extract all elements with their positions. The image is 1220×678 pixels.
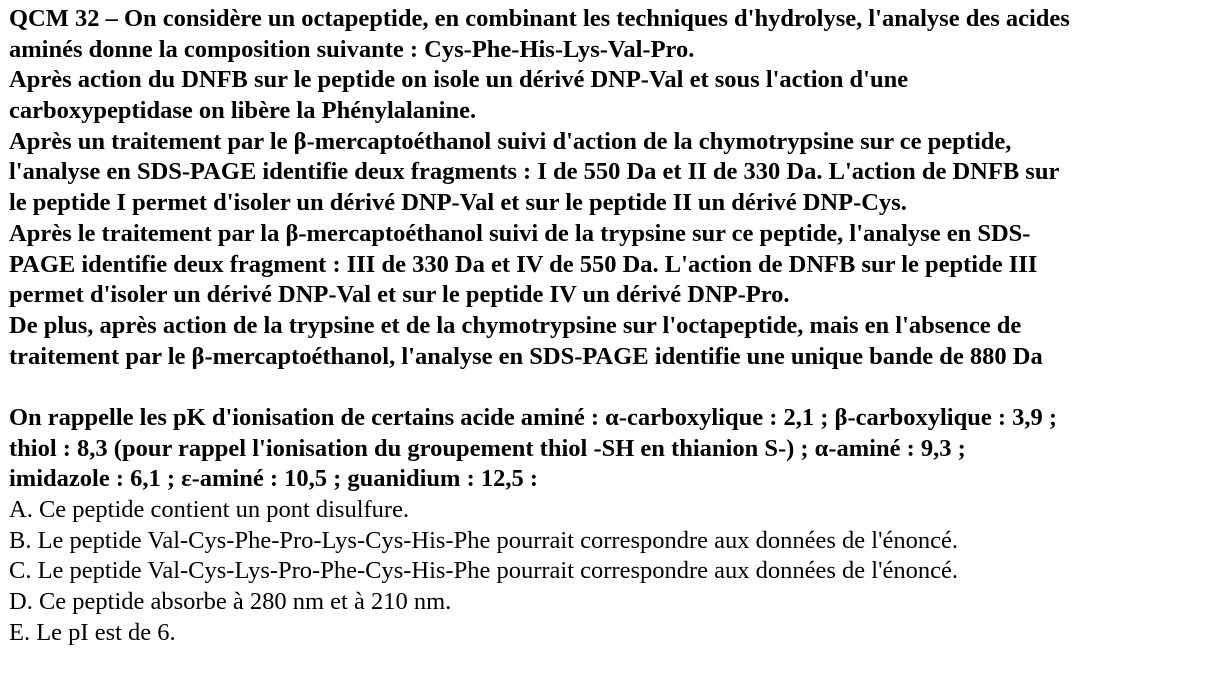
question-line: permet d'isoler un dérivé DNP-Val et sur le peptide IV un dérivé DNP-Pro. xyxy=(9,281,790,309)
answer-option-a: A. Ce peptide contient un pont disulfure. xyxy=(9,496,410,523)
pk-reminder xyxy=(9,403,1214,495)
answer-option-c: C. Le peptide Val-Cys-Lys-Pro-Phe-Cys-His-Phe pourrait correspondre aux données de l'énoncé. xyxy=(9,557,959,585)
question-line: carboxypeptidase on libère la Phénylalanine. xyxy=(9,97,477,125)
answer-option-d: D. Ce peptide absorbe à 280 nm et à 210 nm. xyxy=(9,588,452,616)
question-statement xyxy=(9,4,1214,372)
reminder-line: On rappelle les pK d'ionisation de certains acide aminé : α-carboxylique : 2,1 ; β-carboxylique : 3,9 ; xyxy=(9,403,1058,431)
document-body xyxy=(9,4,1214,648)
question-line: QCM 32 – On considère un octapeptide, en combinant les techniques d'hydrolyse, l'analyse des acides xyxy=(9,5,1070,32)
reminder-line: thiol : 8,3 (pour rappel l'ionisation du groupement thiol -SH en thianion S-) ; α-aminé : 9,3 ; xyxy=(9,434,966,462)
question-line: Après un traitement par le β-mercaptoéthanol suivi d'action de la chymotrypsine sur ce peptide, xyxy=(9,127,1012,155)
question-line: le peptide I permet d'isoler un dérivé DNP-Val et sur le peptide II un dérivé DNP-Cys. xyxy=(9,189,907,217)
answer-option-e: E. Le pI est de 6. xyxy=(9,618,176,646)
question-line: PAGE identifie deux fragment : III de 330 Da et IV de 550 Da. L'action de DNFB sur le peptide III xyxy=(9,250,1038,278)
spacer xyxy=(9,372,1214,403)
question-line: De plus, après action de la trypsine et de la chymotrypsine sur l'octapeptide, mais en l'absence de xyxy=(9,311,1022,339)
question-line: Après action du DNFB sur le peptide on isole un dérivé DNP-Val et sous l'action d'une xyxy=(9,66,909,94)
question-line: aminés donne la composition suivante : Cys-Phe-His-Lys-Val-Pro. xyxy=(9,35,695,63)
answer-list xyxy=(9,495,1214,648)
question-line: l'analyse en SDS-PAGE identifie deux fragments : I de 550 Da et II de 330 Da. L'action de DNFB sur xyxy=(9,158,1060,186)
answer-option-b: B. Le peptide Val-Cys-Phe-Pro-Lys-Cys-His-Phe pourrait correspondre aux données de l'énoncé. xyxy=(9,526,959,554)
question-line: Après le traitement par la β-mercaptoéthanol suivi de la trypsine sur ce peptide, l'analyse en SDS- xyxy=(9,219,1031,247)
question-line: traitement par le β-mercaptoéthanol, l'analyse en SDS-PAGE identifie une unique bande de 880 Da xyxy=(9,342,1043,370)
reminder-line: imidazole : 6,1 ; ε-aminé : 10,5 ; guanidium : 12,5 : xyxy=(9,465,539,493)
